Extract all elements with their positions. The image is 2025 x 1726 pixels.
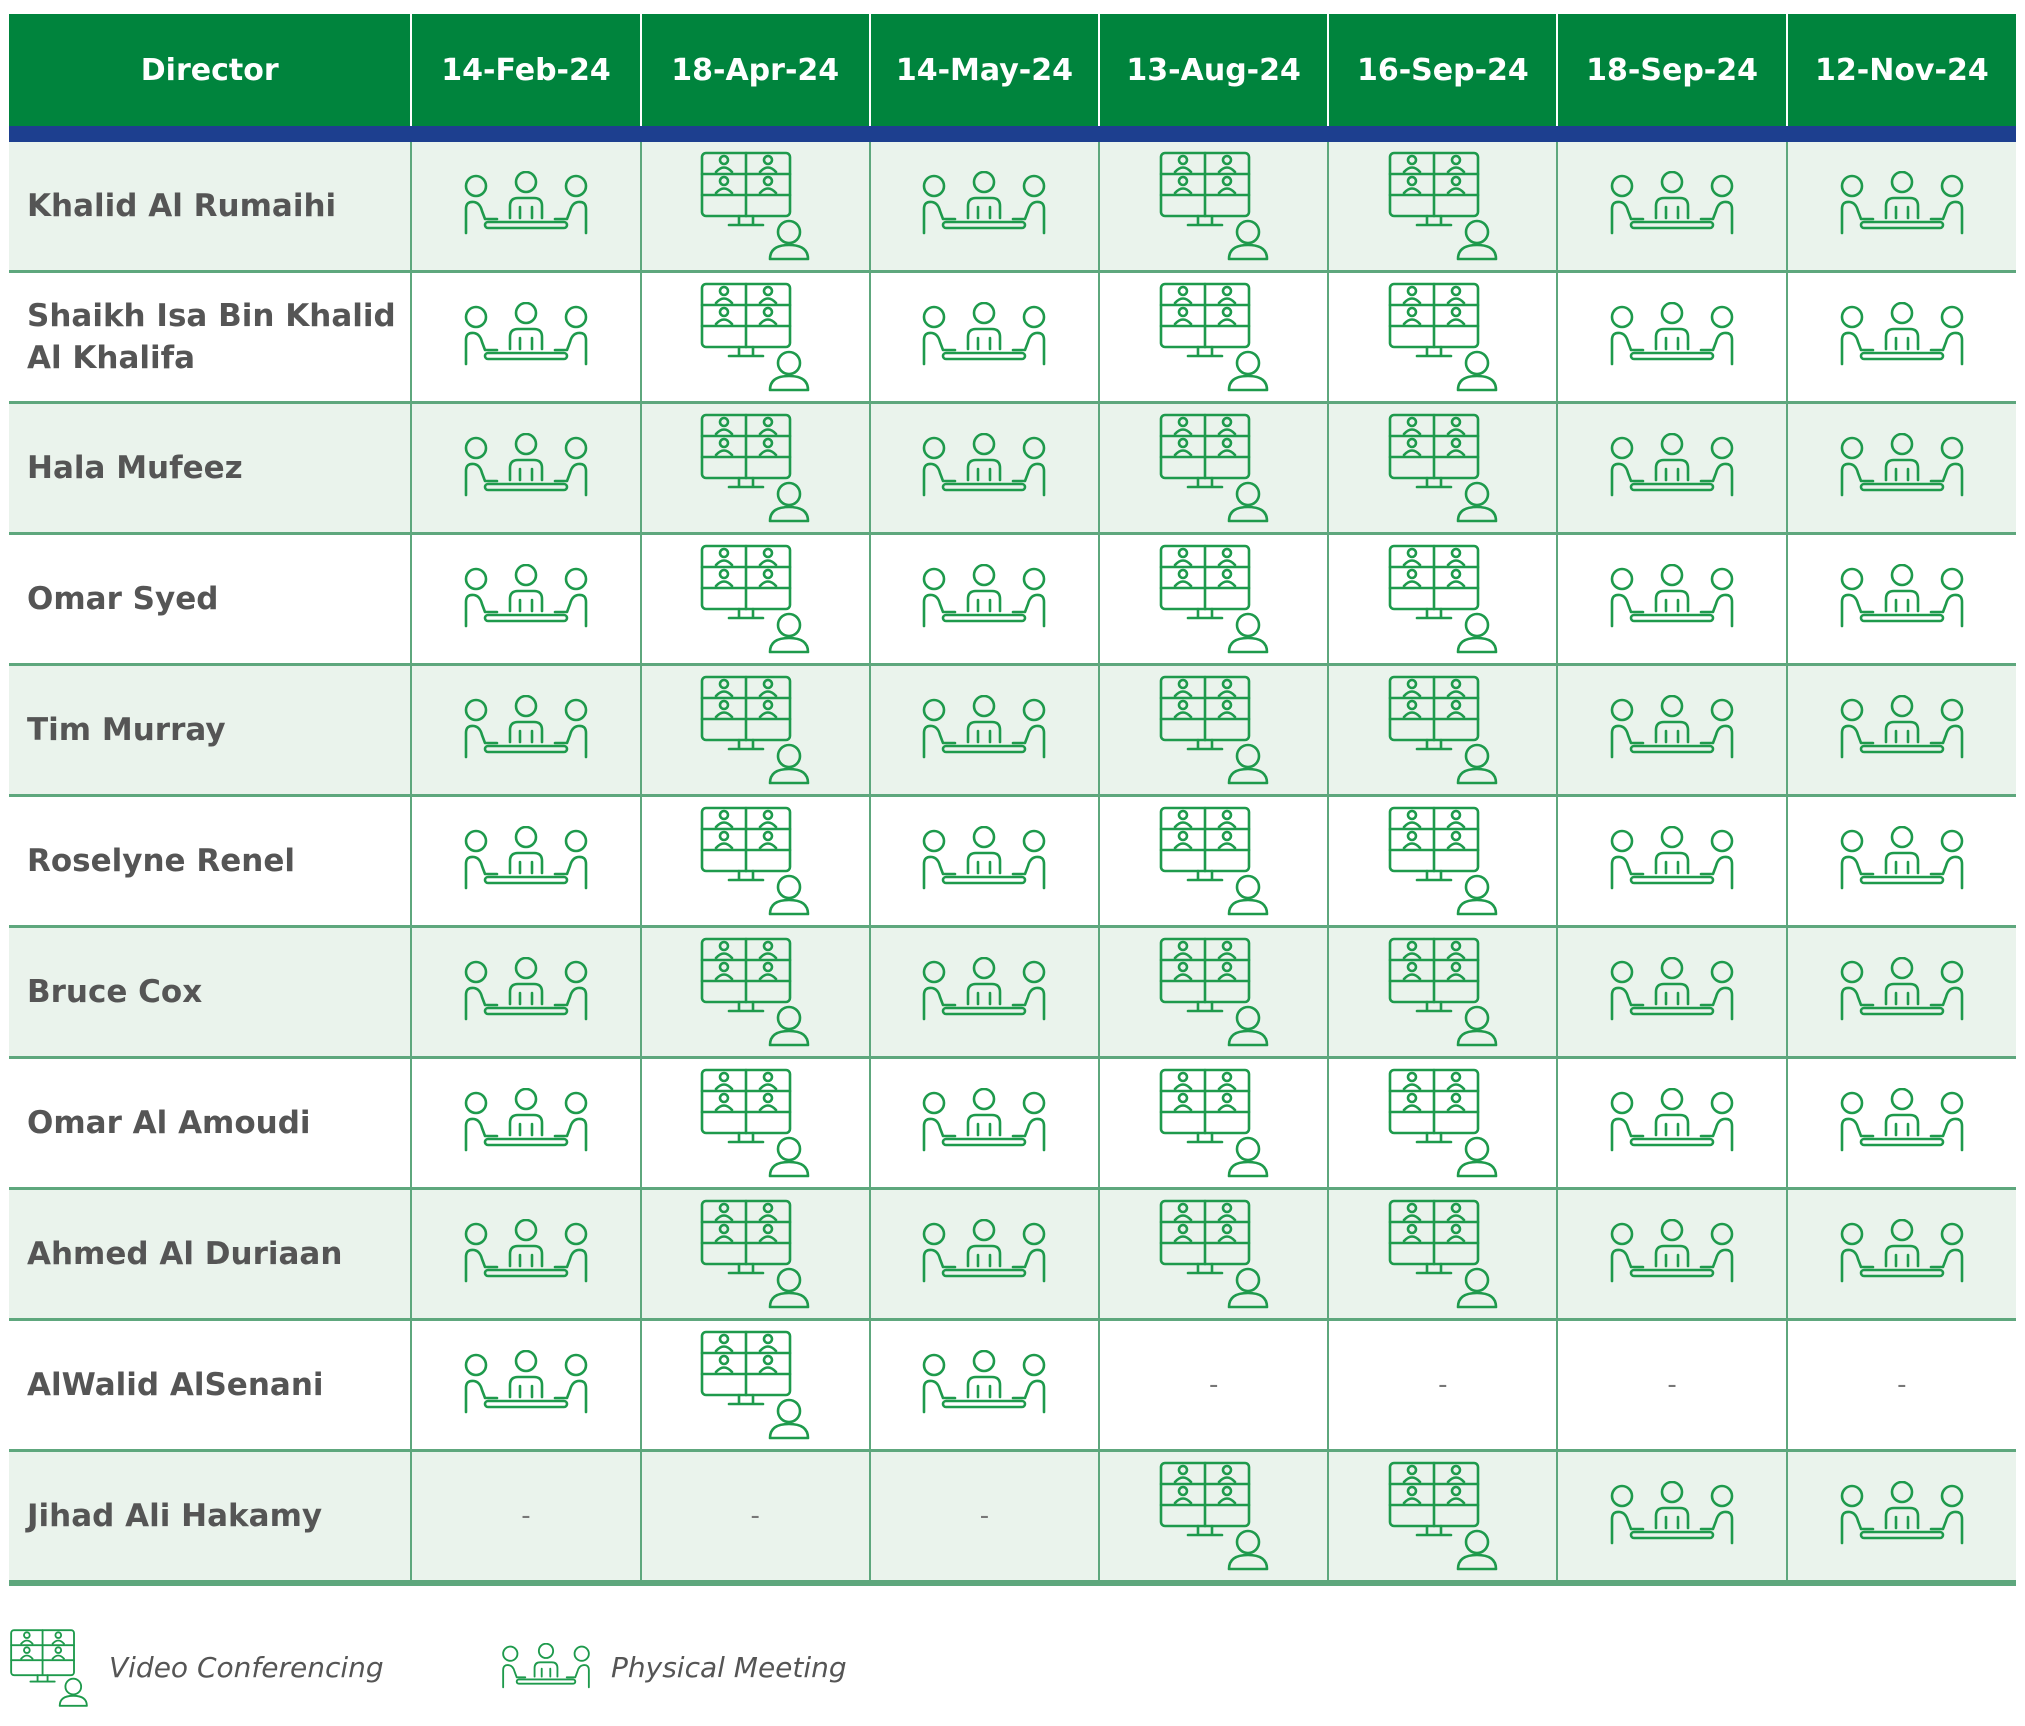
attendance-cell-video — [1328, 796, 1557, 927]
attendance-cell-absent — [1557, 1320, 1786, 1451]
attendance-cell-physical — [411, 1058, 640, 1189]
legend-item-physical — [501, 1625, 847, 1710]
physical-meeting-icon — [412, 302, 639, 372]
attendance-cell-video — [641, 796, 870, 927]
attendance-cell-absent — [870, 1451, 1099, 1584]
director-name: Omar Al Amoudi — [9, 1058, 411, 1189]
absent-dash: - — [1897, 1370, 1907, 1400]
attendance-cell-physical — [1787, 534, 2016, 665]
table-row — [9, 665, 2016, 796]
physical-meeting-icon — [412, 564, 639, 634]
attendance-cell-physical — [1557, 1451, 1786, 1584]
attendance-cell-physical — [1787, 403, 2016, 534]
legend-label-physical: Physical Meeting — [611, 1651, 847, 1684]
physical-meeting-icon — [1558, 826, 1785, 896]
attendance-cell-physical — [1557, 927, 1786, 1058]
attendance-cell-physical — [1557, 403, 1786, 534]
table-row — [9, 1451, 2016, 1584]
video-conferencing-icon — [642, 1067, 869, 1179]
physical-meeting-icon — [1788, 171, 2016, 241]
attendance-cell-physical — [1557, 796, 1786, 927]
header-accent-band — [9, 126, 2016, 142]
director-name: Bruce Cox — [9, 927, 411, 1058]
attendance-cell-physical — [1557, 142, 1786, 272]
physical-meeting-icon — [871, 957, 1098, 1027]
physical-meeting-icon — [871, 433, 1098, 503]
director-name: Ahmed Al Duriaan — [9, 1189, 411, 1320]
physical-meeting-icon — [1558, 171, 1785, 241]
attendance-cell-physical — [870, 665, 1099, 796]
attendance-cell-video — [1099, 403, 1328, 534]
attendance-cell-physical — [1787, 796, 2016, 927]
attendance-cell-physical — [411, 534, 640, 665]
video-conferencing-icon — [1329, 543, 1556, 655]
video-conferencing-icon — [1329, 805, 1556, 917]
table-row — [9, 1320, 2016, 1451]
attendance-cell-video — [1099, 1189, 1328, 1320]
legend-item-video — [9, 1625, 384, 1710]
physical-meeting-icon — [1558, 564, 1785, 634]
physical-meeting-icon — [1558, 1481, 1785, 1551]
physical-meeting-icon — [412, 695, 639, 765]
attendance-cell-physical — [1557, 1189, 1786, 1320]
video-conferencing-icon — [642, 1198, 869, 1310]
attendance-cell-physical — [870, 1189, 1099, 1320]
attendance-cell-video — [1328, 1189, 1557, 1320]
physical-meeting-icon — [1558, 302, 1785, 372]
attendance-cell-video — [641, 1320, 870, 1451]
attendance-cell-video — [1328, 272, 1557, 403]
attendance-cell-physical — [1557, 1058, 1786, 1189]
video-conferencing-icon — [642, 936, 869, 1048]
video-conferencing-icon — [1100, 1198, 1327, 1310]
video-conferencing-icon — [1329, 936, 1556, 1048]
attendance-cell-video — [1099, 1451, 1328, 1584]
attendance-cell-video — [641, 534, 870, 665]
attendance-cell-physical — [1787, 665, 2016, 796]
physical-meeting-icon — [1788, 302, 2016, 372]
attendance-cell-physical — [1557, 534, 1786, 665]
video-conferencing-icon — [1329, 281, 1556, 393]
attendance-cell-video — [641, 927, 870, 1058]
table-row — [9, 796, 2016, 927]
absent-dash: - — [979, 1501, 990, 1531]
director-name: Khalid Al Rumaihi — [9, 142, 411, 272]
physical-meeting-icon — [1788, 564, 2016, 634]
physical-meeting-icon — [501, 1643, 591, 1693]
video-conferencing-icon — [1100, 1067, 1327, 1179]
absent-dash: - — [750, 1501, 760, 1531]
attendance-cell-physical — [411, 403, 640, 534]
attendance-cell-physical — [1557, 272, 1786, 403]
attendance-cell-video — [1099, 796, 1328, 927]
physical-meeting-icon — [871, 826, 1098, 896]
video-conferencing-icon — [642, 674, 869, 786]
attendance-cell-video — [1099, 534, 1328, 665]
header-row — [9, 14, 2016, 126]
attendance-cell-physical — [870, 272, 1099, 403]
physical-meeting-icon — [871, 1350, 1098, 1420]
physical-meeting-icon — [871, 171, 1098, 241]
attendance-cell-physical — [870, 534, 1099, 665]
physical-meeting-icon — [1558, 695, 1785, 765]
attendance-cell-video — [641, 1189, 870, 1320]
attendance-cell-video — [641, 142, 870, 272]
attendance-cell-video — [1099, 1058, 1328, 1189]
video-conferencing-icon — [1100, 150, 1327, 262]
attendance-cell-physical — [1787, 927, 2016, 1058]
physical-meeting-icon — [412, 171, 639, 241]
video-conferencing-icon — [1100, 1460, 1327, 1572]
physical-meeting-icon — [871, 302, 1098, 372]
header-date: 16-Sep-24 — [1328, 14, 1557, 126]
board-attendance-table — [9, 14, 2016, 1586]
attendance-cell-video — [1328, 142, 1557, 272]
physical-meeting-icon — [412, 1350, 639, 1420]
header-date: 18-Sep-24 — [1557, 14, 1786, 126]
video-conferencing-icon — [642, 150, 869, 262]
attendance-cell-physical — [1787, 1189, 2016, 1320]
physical-meeting-icon — [1788, 433, 2016, 503]
video-conferencing-icon — [1329, 1198, 1556, 1310]
attendance-cell-absent — [1099, 1320, 1328, 1451]
attendance-cell-video — [1328, 403, 1557, 534]
video-conferencing-icon — [1100, 674, 1327, 786]
video-conferencing-icon — [9, 1628, 89, 1708]
header-date: 13-Aug-24 — [1099, 14, 1328, 126]
attendance-cell-physical — [870, 1320, 1099, 1451]
table-row — [9, 1189, 2016, 1320]
attendance-cell-physical — [1787, 1058, 2016, 1189]
attendance-cell-physical — [411, 796, 640, 927]
attendance-cell-video — [641, 403, 870, 534]
attendance-cell-absent — [641, 1451, 870, 1584]
attendance-cell-video — [1328, 1451, 1557, 1584]
physical-meeting-icon — [1788, 1481, 2016, 1551]
header-date: 14-Feb-24 — [411, 14, 640, 126]
attendance-cell-video — [1328, 665, 1557, 796]
attendance-cell-video — [641, 1058, 870, 1189]
attendance-cell-physical — [870, 403, 1099, 534]
attendance-cell-physical — [870, 796, 1099, 927]
absent-dash: - — [1438, 1370, 1448, 1400]
physical-meeting-icon — [1558, 957, 1785, 1027]
attendance-cell-video — [1099, 927, 1328, 1058]
attendance-cell-physical — [411, 1189, 640, 1320]
physical-meeting-icon — [1788, 1219, 2016, 1289]
physical-meeting-icon — [412, 826, 639, 896]
physical-meeting-icon — [412, 1219, 639, 1289]
director-name: Hala Mufeez — [9, 403, 411, 534]
attendance-cell-physical — [1787, 272, 2016, 403]
attendance-cell-physical — [870, 142, 1099, 272]
physical-meeting-icon — [871, 1088, 1098, 1158]
physical-meeting-icon — [871, 1219, 1098, 1289]
attendance-cell-physical — [1787, 1451, 2016, 1584]
physical-meeting-icon — [412, 1088, 639, 1158]
table-row — [9, 927, 2016, 1058]
video-conferencing-icon — [642, 281, 869, 393]
director-name: AlWalid AlSenani — [9, 1320, 411, 1451]
attendance-cell-video — [1099, 665, 1328, 796]
director-name: Shaikh Isa Bin Khalid Al Khalifa — [9, 272, 411, 403]
header-date: 18-Apr-24 — [641, 14, 870, 126]
attendance-cell-physical — [870, 1058, 1099, 1189]
physical-meeting-icon — [1788, 1088, 2016, 1158]
physical-meeting-icon — [871, 695, 1098, 765]
table-row — [9, 272, 2016, 403]
director-name: Tim Murray — [9, 665, 411, 796]
physical-meeting-icon — [412, 433, 639, 503]
legend — [9, 1625, 1009, 1710]
attendance-cell-physical — [411, 142, 640, 272]
attendance-cell-physical — [411, 927, 640, 1058]
director-name: Roselyne Renel — [9, 796, 411, 927]
physical-meeting-icon — [1788, 826, 2016, 896]
physical-meeting-icon — [1558, 1219, 1785, 1289]
attendance-cell-physical — [411, 1320, 640, 1451]
video-conferencing-icon — [1329, 1460, 1556, 1572]
header-director: Director — [9, 14, 411, 126]
absent-dash: - — [1667, 1370, 1677, 1400]
attendance-cell-physical — [1557, 665, 1786, 796]
header-date: 14-May-24 — [870, 14, 1099, 126]
table-row — [9, 142, 2016, 272]
absent-dash: - — [521, 1501, 531, 1531]
attendance-cell-video — [1099, 272, 1328, 403]
absent-dash: - — [1208, 1370, 1219, 1400]
physical-meeting-icon — [871, 564, 1098, 634]
attendance-cell-physical — [411, 665, 640, 796]
video-conferencing-icon — [1329, 674, 1556, 786]
attendance-cell-physical — [870, 927, 1099, 1058]
attendance-cell-video — [641, 665, 870, 796]
attendance-cell-video — [1328, 927, 1557, 1058]
table-row — [9, 403, 2016, 534]
attendance-cell-absent — [411, 1451, 640, 1584]
attendance-cell-video — [1328, 1058, 1557, 1189]
header-date: 12-Nov-24 — [1787, 14, 2016, 126]
attendance-cell-absent — [1328, 1320, 1557, 1451]
video-conferencing-icon — [1100, 543, 1327, 655]
director-name: Jihad Ali Hakamy — [9, 1451, 411, 1584]
attendance-cell-physical — [411, 272, 640, 403]
video-conferencing-icon — [642, 543, 869, 655]
video-conferencing-icon — [1100, 412, 1327, 524]
video-conferencing-icon — [1329, 1067, 1556, 1179]
legend-label-video: Video Conferencing — [109, 1651, 384, 1684]
attendance-cell-video — [1328, 534, 1557, 665]
video-conferencing-icon — [642, 412, 869, 524]
physical-meeting-icon — [1788, 695, 2016, 765]
video-conferencing-icon — [1100, 936, 1327, 1048]
table-row — [9, 1058, 2016, 1189]
video-conferencing-icon — [642, 1329, 869, 1441]
director-name: Omar Syed — [9, 534, 411, 665]
physical-meeting-icon — [412, 957, 639, 1027]
physical-meeting-icon — [1558, 1088, 1785, 1158]
attendance-table-wrapper — [9, 14, 2016, 1586]
attendance-cell-video — [641, 272, 870, 403]
attendance-cell-physical — [1787, 142, 2016, 272]
attendance-cell-video — [1099, 142, 1328, 272]
video-conferencing-icon — [1100, 805, 1327, 917]
video-conferencing-icon — [642, 805, 869, 917]
physical-meeting-icon — [1558, 433, 1785, 503]
attendance-cell-absent — [1787, 1320, 2016, 1451]
physical-meeting-icon — [1788, 957, 2016, 1027]
table-row — [9, 534, 2016, 665]
accent-band — [9, 126, 2016, 142]
video-conferencing-icon — [1329, 150, 1556, 262]
video-conferencing-icon — [1100, 281, 1327, 393]
table-body — [9, 142, 2016, 1583]
video-conferencing-icon — [1329, 412, 1556, 524]
